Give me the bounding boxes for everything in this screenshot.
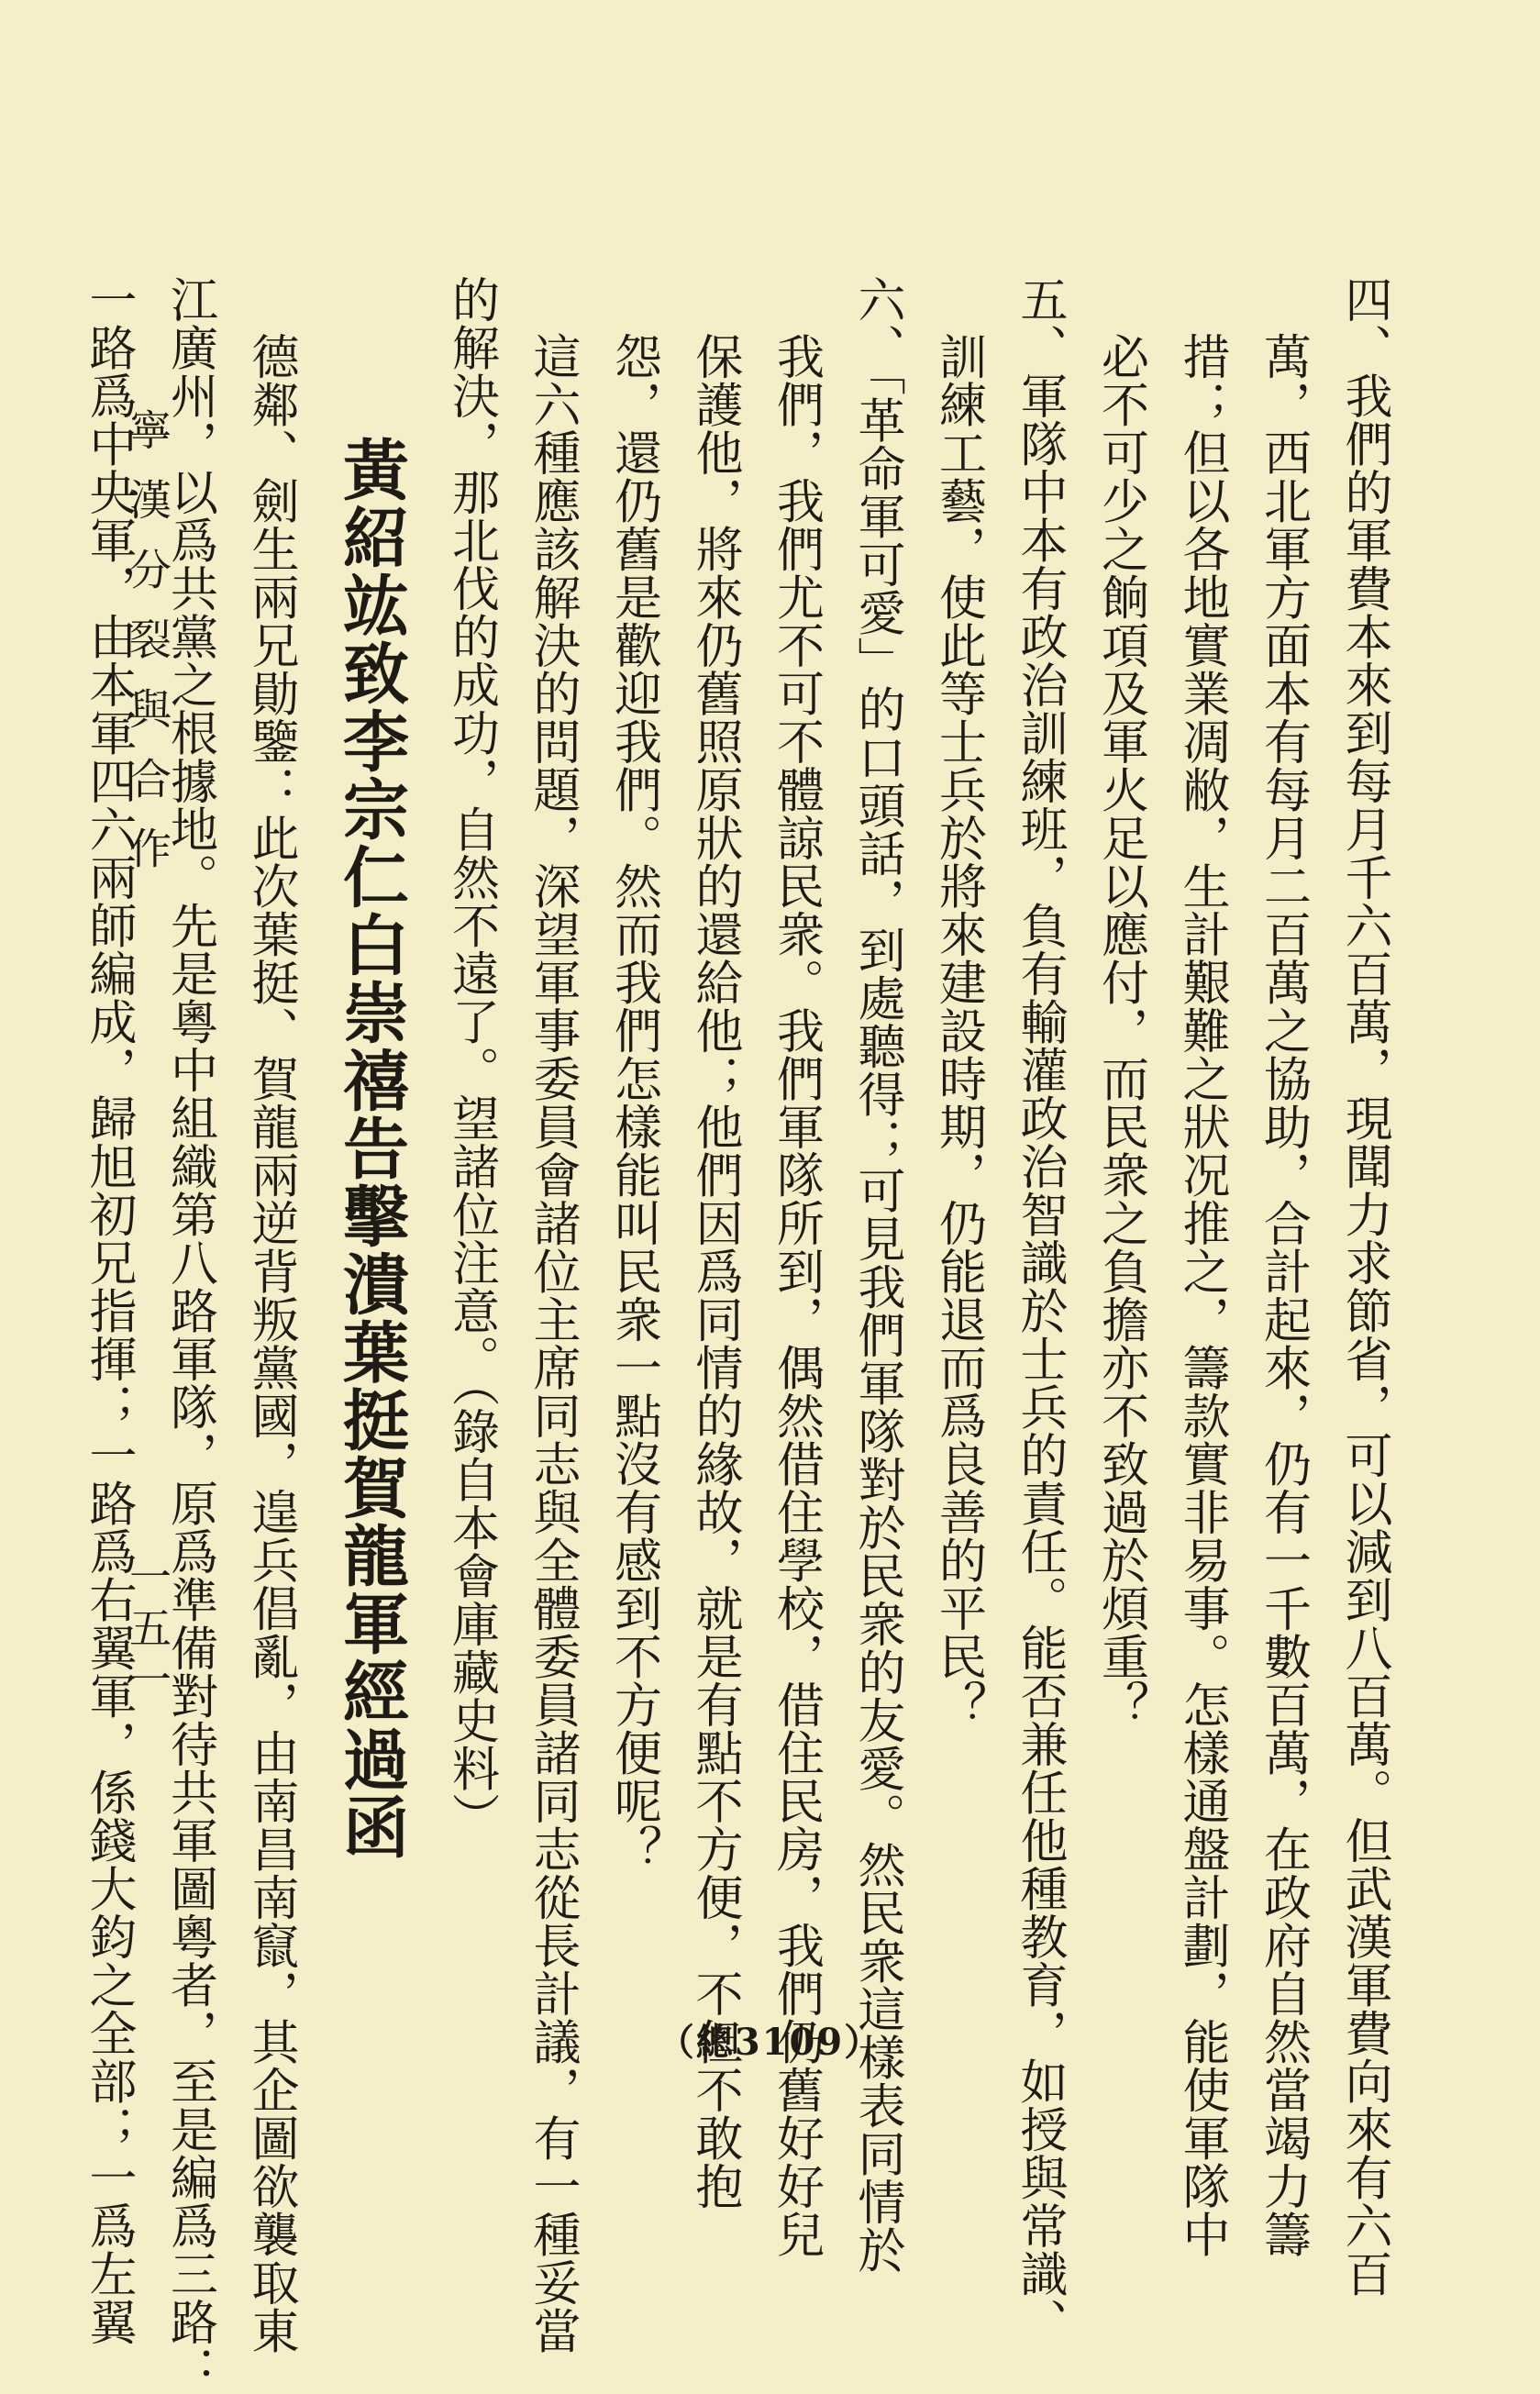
text-line: 的解決，那北伐的成功，自然不遠了。望諸位注意。（錄自本會庫藏史料） [443, 275, 499, 1841]
text-line-item-4: 四、我們的軍費本來到每月千六百萬，現聞力求節省，可以減到八百萬。但武漢軍費向來有六百 [1336, 275, 1391, 2298]
text-line: 萬，西北軍方面本有每月二百萬之協助，合計起來，仍有一千數百萬，在政府自然當竭力籌 [1255, 332, 1311, 2258]
text-line: 怨，還仍舊是歡迎我們。然而我們怎樣能叫民衆一點沒有感到不方便呢？ [605, 332, 661, 1873]
total-page-number: （總3109） [657, 2021, 883, 2064]
text-line-item-6: 六、「革命軍可愛」的口頭話，到處聽得；可見我們軍隊對於民衆的友愛。然民衆這樣表同情於 [849, 275, 904, 2274]
text-line-item-5: 五、軍隊中本有政治訓練班，負有輸灌政治智識於士兵的責任。能否兼任他種教育，如授與常識、 [1012, 275, 1067, 2346]
text-line-conclusion: 這六種應該解決的問題，深望軍事委員會諸位主席同志與全體委員諸同志從長計議，有一種妥當 [525, 332, 580, 2355]
text-line: 措；但以各地實業凋敝，生計艱難之狀况推之，籌款實非易事。怎樣通盤計劃，能使軍隊中 [1174, 332, 1229, 2258]
text-line: 訓練工藝，使此等士兵於將來建設時期，仍能退而爲良善的平民？ [930, 332, 986, 1729]
letter-text-line: 一路爲中央軍，由本軍四六兩師編成，歸旭初兄指揮；一路爲右翼軍，係錢大鈞之全部；一爲左翼 [81, 275, 136, 2346]
letter-heading: 黃紹竑致李宗仁白崇禧告擊潰葉挺賀龍軍經過函 [332, 436, 410, 1861]
running-title: 寧漢分裂與合作 [123, 408, 172, 896]
text-line: 必不可少之餉項及軍火足以應付，而民衆之負擔亦不致過於煩重？ [1092, 332, 1148, 1729]
text-line: 保護他，將來仍舊照原狀的還給他；他們因爲同情的緣故，就是有點不方便，不但不敢抱 [687, 332, 742, 2211]
letter-text-line: 江廣州，以爲共黨之根據地。先是粵中組織第八路軍隊，原爲準備對待共軍圖粵者，至是編爲三路： [161, 275, 217, 2394]
page-number: 一五一 [123, 1555, 172, 1709]
text-line: 我們，我們尤不可不體諒民衆。我們軍隊所到，偶然借住學校，借住民房，我們仍舊好好兒 [768, 332, 824, 2258]
letter-text-line: 德鄰、劍生兩兄勛鑒：此次葉挺、賀龍兩逆背叛黨國，遑兵倡亂，由南昌南竄，其企圖欲襲取東 [243, 332, 298, 2355]
